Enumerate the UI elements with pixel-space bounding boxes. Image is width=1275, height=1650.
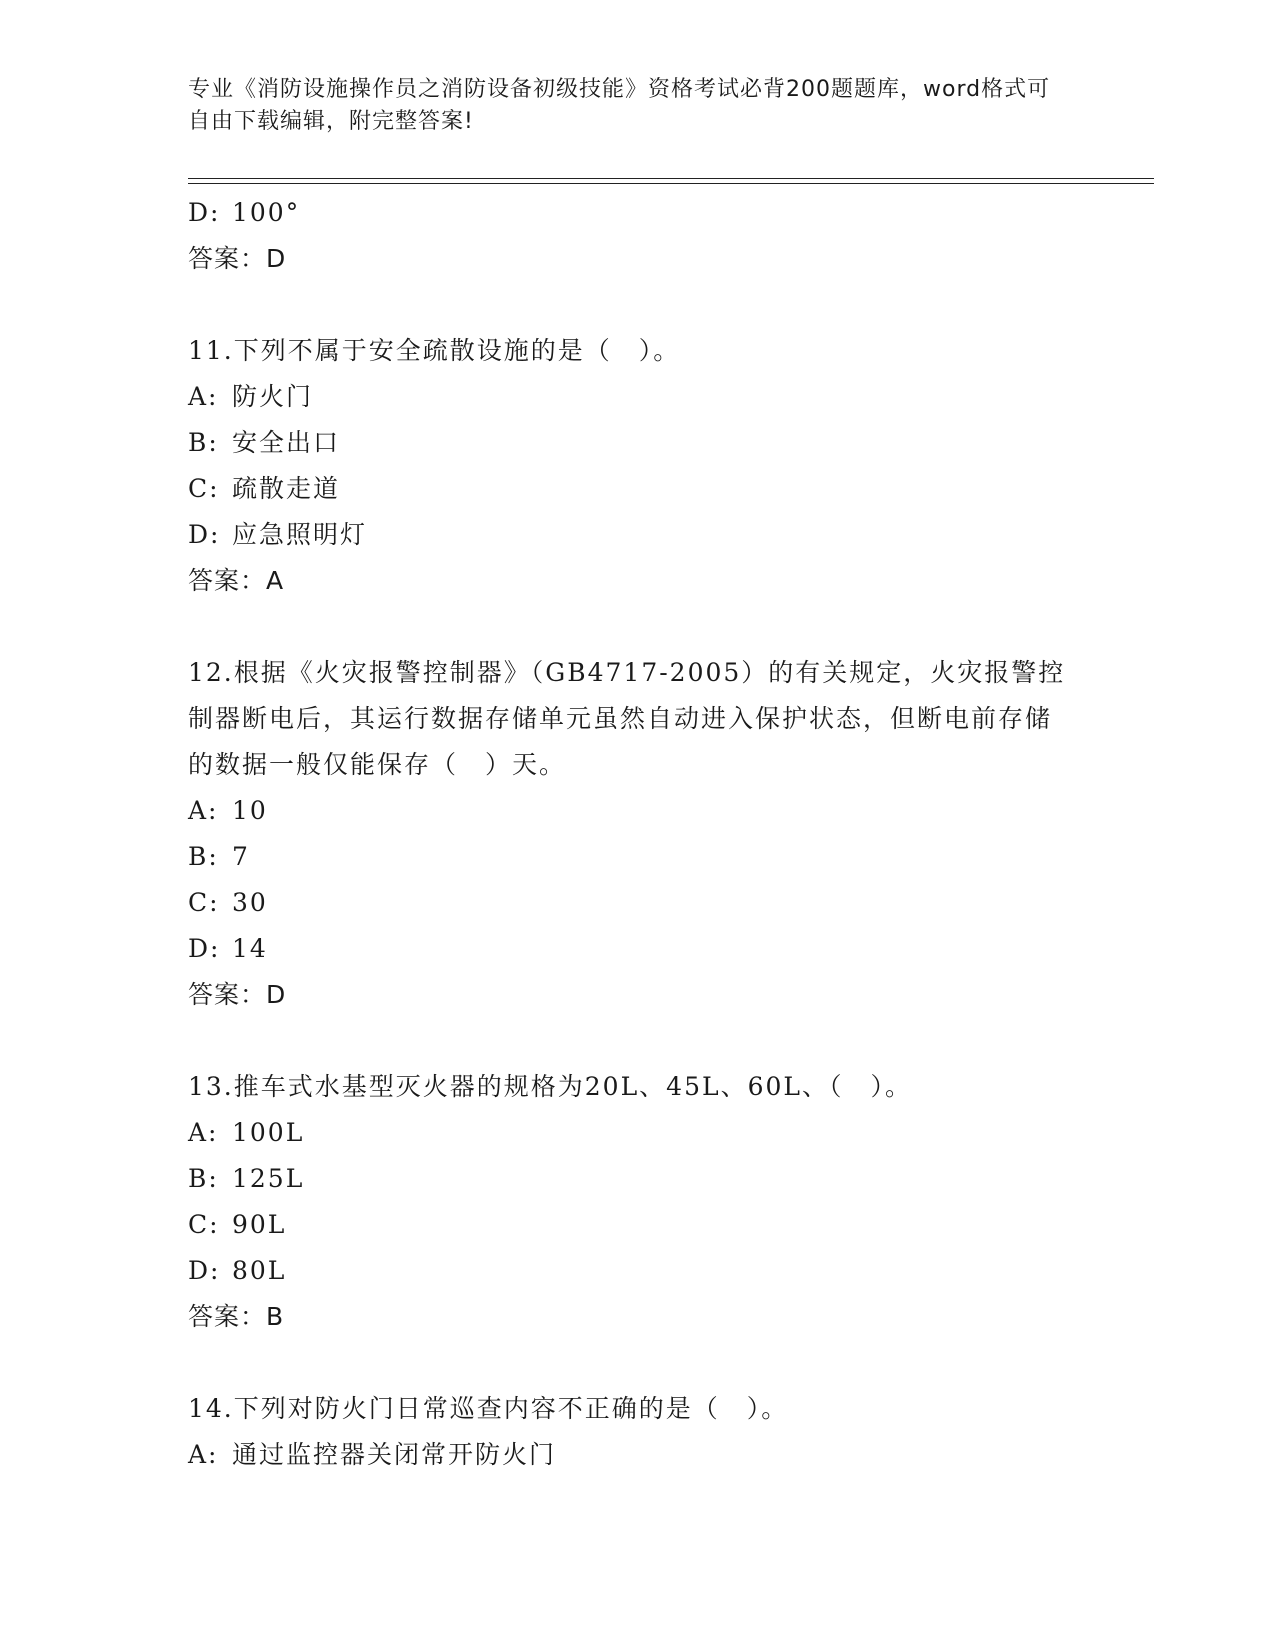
answer-line: 答案：D (188, 244, 287, 273)
option-label: C: (188, 474, 220, 503)
answer-line: 答案：B (188, 1302, 285, 1331)
question-13-text: 13.推车式水基型灭火器的规格为20L、45L、60L、（ ）。 (188, 1072, 912, 1101)
option-text: 90L (232, 1210, 287, 1239)
option-a (188, 1432, 1068, 1478)
option-b (188, 1156, 1068, 1202)
option-text: 安全出口 (232, 428, 341, 457)
option-c (188, 466, 1068, 512)
option-text: 防火门 (232, 382, 314, 411)
option-d (188, 190, 1068, 236)
option-a (188, 374, 1068, 420)
option-d (188, 1248, 1068, 1294)
option-b (188, 420, 1068, 466)
header-divider-top (188, 178, 1154, 179)
option-text: 10 (232, 796, 268, 825)
option-label: A: (188, 1440, 219, 1469)
option-label: D: (188, 198, 221, 227)
option-text: 30 (232, 888, 268, 917)
page-header: 专业《消防设施操作员之消防设备初级技能》资格考试必背200题题库，word格式可自由下载编辑，附完整答案! (188, 77, 1051, 134)
answer-line: 答案：D (188, 980, 287, 1009)
option-a (188, 1110, 1068, 1156)
question-11-text: 11.下列不属于安全疏散设施的是（ ）。 (188, 336, 681, 365)
answer-line: 答案：A (188, 566, 285, 595)
option-label: D: (188, 520, 221, 549)
option-d (188, 926, 1068, 972)
option-label: C: (188, 1210, 220, 1239)
option-d (188, 512, 1068, 558)
question-12-text: 12.根据《火灾报警控制器》（GB4717-2005）的有关规定，火灾报警控制器断电后，其运行数据存储单元虽然自动进入保护状态，但断电前存储的数据一般仅能保存（ ）天。 (188, 658, 1066, 779)
option-label: B: (188, 1164, 219, 1193)
header-divider-bottom (188, 183, 1154, 184)
option-text: 14 (232, 934, 268, 963)
question-content (188, 190, 1068, 1478)
option-c (188, 1202, 1068, 1248)
option-label: A: (188, 1118, 219, 1147)
option-label: A: (188, 382, 219, 411)
option-text: 7 (232, 842, 250, 871)
option-text: 125L (232, 1164, 305, 1193)
question-14-text: 14.下列对防火门日常巡查内容不正确的是（ ）。 (188, 1394, 789, 1423)
option-text: 80L (232, 1256, 287, 1285)
option-text: 100L (232, 1118, 305, 1147)
option-c (188, 880, 1068, 926)
option-label: C: (188, 888, 220, 917)
option-label: B: (188, 842, 219, 871)
option-a (188, 788, 1068, 834)
option-text: 通过监控器关闭常开防火门 (232, 1440, 557, 1469)
option-label: D: (188, 934, 221, 963)
option-text: 疏散走道 (232, 474, 341, 503)
option-label: A: (188, 796, 219, 825)
option-label: B: (188, 428, 219, 457)
option-label: D: (188, 1256, 221, 1285)
option-text: 100° (232, 198, 301, 227)
option-b (188, 834, 1068, 880)
option-text: 应急照明灯 (232, 520, 368, 549)
